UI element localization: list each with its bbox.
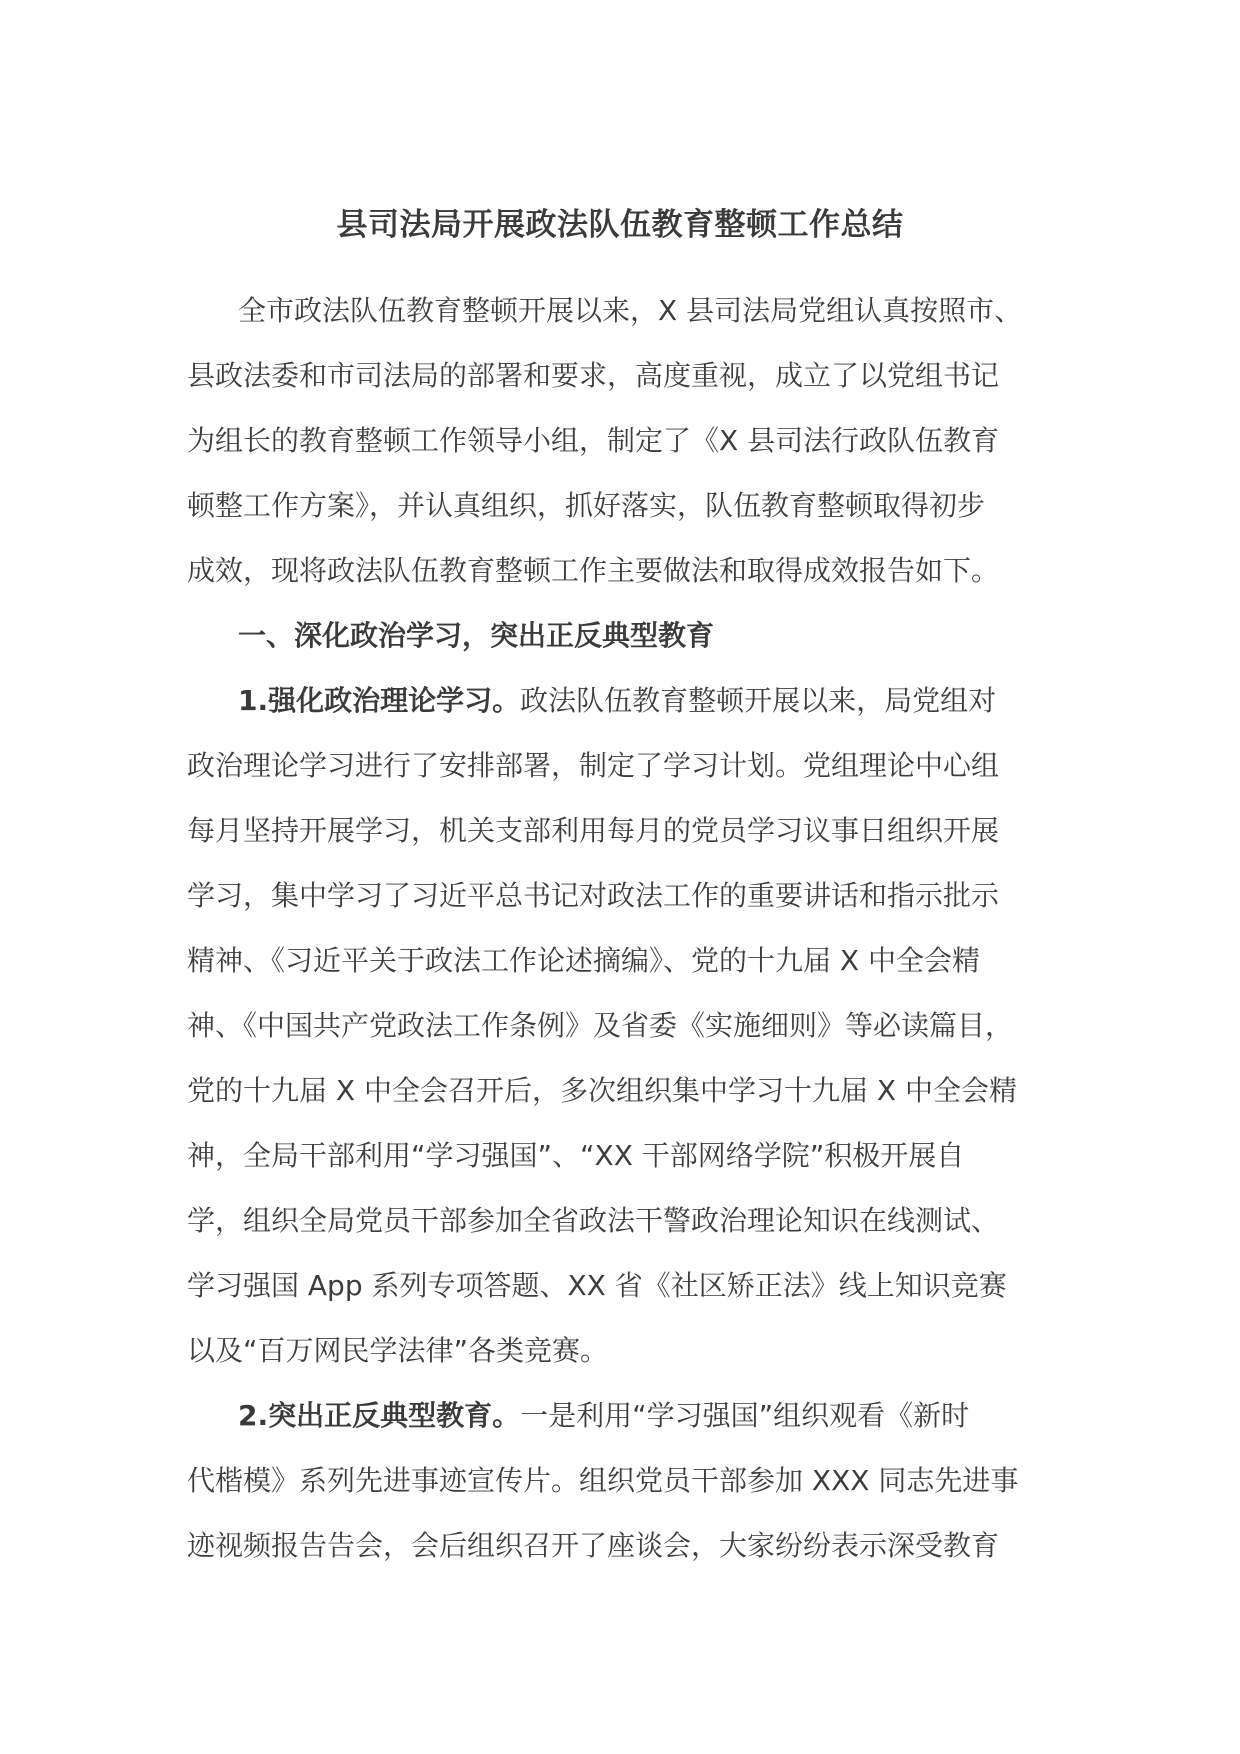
intro-line: 成效，现将政法队伍教育整顿工作主要做法和取得成效报告如下。 bbox=[187, 554, 1000, 587]
item-1-line: 政治理论学习进行了安排部署，制定了学习计划。党组理论中心组 bbox=[187, 749, 1000, 782]
item-1-line: 党的十九届 X 中全会召开后，多次组织集中学习十九届 X 中全会精 bbox=[187, 1074, 1017, 1107]
item-1-line: 神、《中国共产党政法工作条例》及省委《实施细则》等必读篇目， bbox=[187, 1009, 1014, 1042]
intro-line: 为组长的教育整顿工作领导小组，制定了《X 县司法行政队伍教育 bbox=[187, 424, 1000, 457]
section-1-heading: 一、深化政治学习，突出正反典型教育 bbox=[238, 619, 715, 652]
intro-line: 县政法委和市司法局的部署和要求，高度重视，成立了以党组书记 bbox=[187, 359, 1000, 392]
item-1-first-line bbox=[187, 668, 1087, 733]
item-2-first-line-text: 一是利用“学习强国”组织观看《新时 bbox=[520, 1399, 970, 1432]
item-1-line: 学习强国 App 系列专项答题、XX 省《社区矫正法》线上知识竞赛 bbox=[187, 1269, 1007, 1302]
item-1-lead: 1.强化政治理论学习。 bbox=[238, 684, 521, 717]
intro-paragraph bbox=[187, 278, 1087, 603]
item-1-first-line-text: 政法队伍教育整顿开展以来，局党组对 bbox=[520, 684, 997, 717]
item-2-first-line bbox=[187, 1383, 1087, 1448]
intro-line: 顿整工作方案》，并认真组织，抓好落实，队伍教育整顿取得初步 bbox=[187, 489, 986, 522]
item-2-paragraph bbox=[187, 1383, 1087, 1578]
item-2-line: 代楷模》系列先进事迹宣传片。组织党员干部参加 XXX 同志先进事 bbox=[187, 1464, 1019, 1497]
item-1-line: 精神、《习近平关于政法工作论述摘编》、党的十九届 X 中全会精 bbox=[187, 944, 980, 977]
item-1-line: 以及“百万网民学法律”各类竞赛。 bbox=[187, 1334, 609, 1367]
item-2-lead: 2.突出正反典型教育。 bbox=[238, 1399, 521, 1432]
item-1-line: 学，组织全局党员干部参加全省政法干警政治理论知识在线测试、 bbox=[187, 1204, 1000, 1237]
item-1-paragraph bbox=[187, 668, 1087, 1383]
item-1-line: 学习，集中学习了习近平总书记对政法工作的重要讲话和指示批示 bbox=[187, 879, 1000, 912]
document-title: 县司法局开展政法队伍教育整顿工作总结 bbox=[336, 207, 904, 243]
item-2-line: 迹视频报告告会，会后组织召开了座谈会，大家纷纷表示深受教育 bbox=[187, 1529, 1000, 1562]
section-1 bbox=[187, 603, 1087, 668]
document-body bbox=[187, 278, 1087, 1578]
item-1-line: 神，全局干部利用“学习强国”、“XX 干部网络学院”积极开展自 bbox=[187, 1139, 965, 1172]
intro-line: 全市政法队伍教育整顿开展以来，X 县司法局党组认真按照市、 bbox=[238, 294, 1023, 327]
item-1-line: 每月坚持开展学习，机关支部利用每月的党员学习议事日组织开展 bbox=[187, 814, 1000, 847]
